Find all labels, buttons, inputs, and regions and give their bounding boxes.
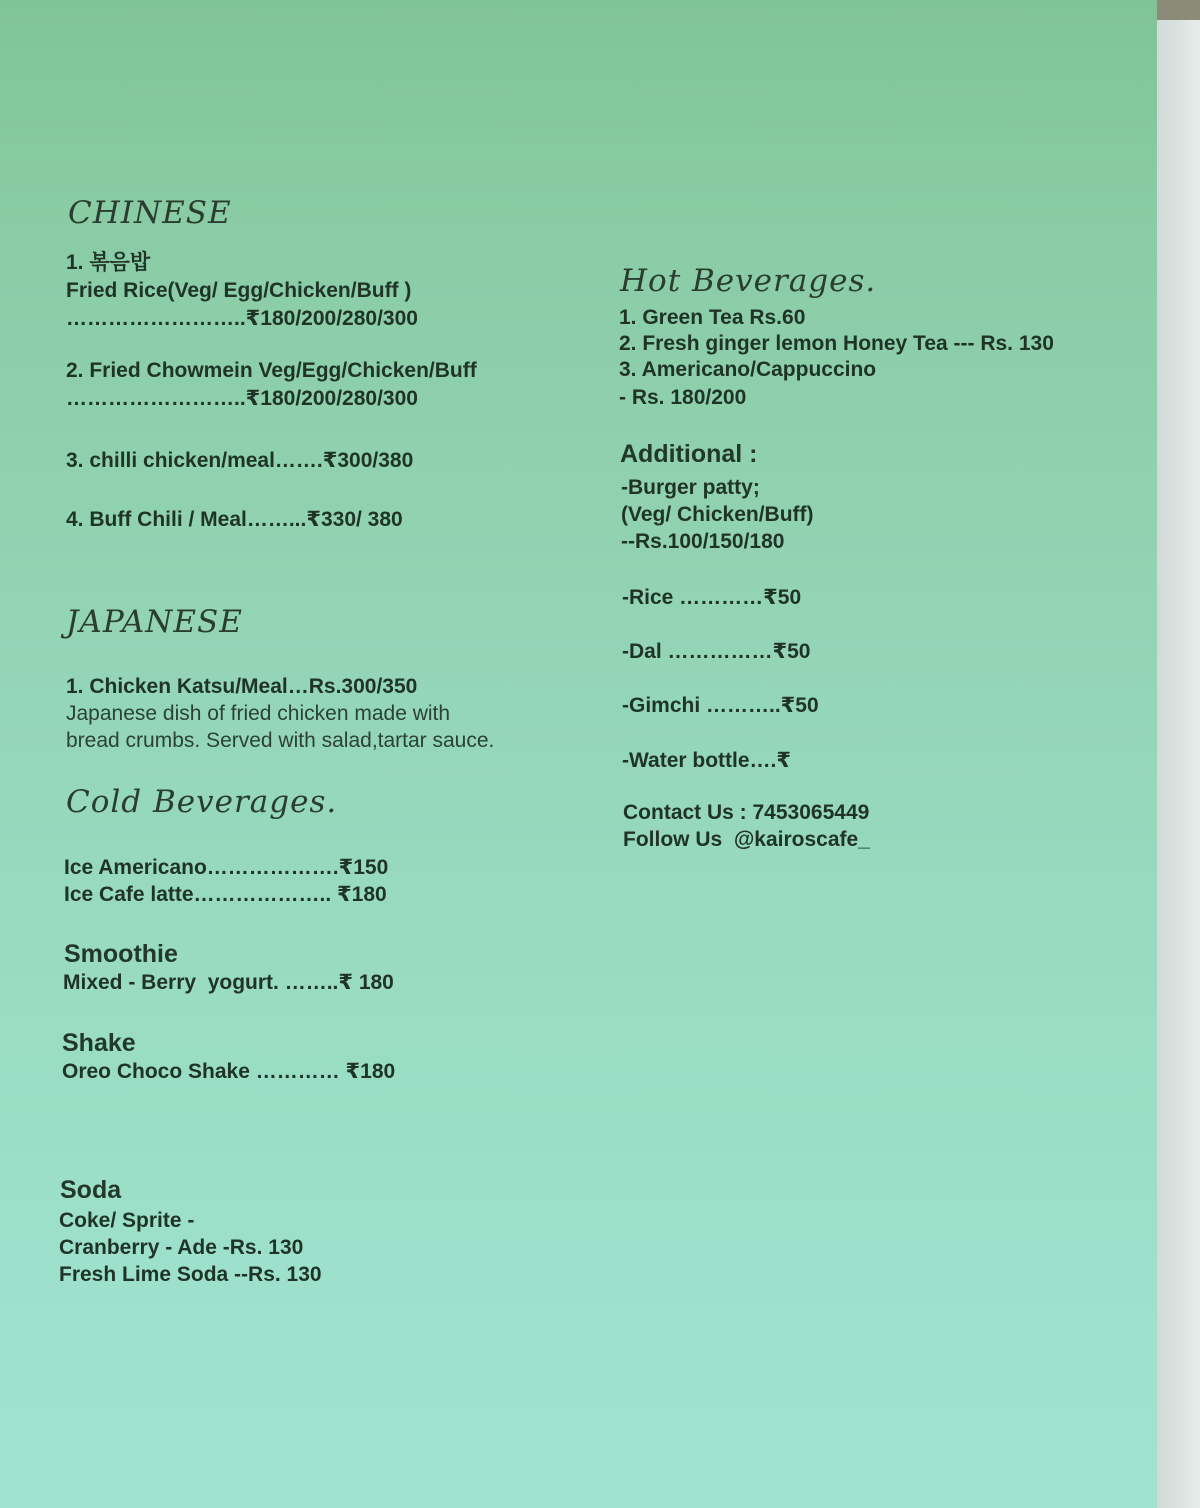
japanese-heading: JAPANESE	[66, 604, 243, 640]
smoothie-item-1: Mixed - Berry yogurt. ……..₹ 180	[63, 971, 394, 994]
additional-heading: Additional :	[620, 440, 758, 468]
japanese-item-1: 1. Chicken Katsu/Meal…Rs.300/350	[66, 675, 418, 698]
hot-beverages-item-3: 3. Americano/Cappuccino	[619, 358, 877, 381]
chinese-item-3: 3. chilli chicken/meal…….₹300/380	[66, 449, 414, 472]
additional-rice: -Rice …………₹50	[622, 586, 802, 609]
additional-burger-line-1: -Burger patty;	[621, 476, 760, 499]
shake-item-1: Oreo Choco Shake ………… ₹180	[62, 1060, 396, 1083]
chinese-item-2-price: ……………………..₹180/200/280/300	[66, 387, 418, 410]
hot-beverages-item-1: 1. Green Tea Rs.60	[619, 306, 806, 329]
soda-item-1: Coke/ Sprite -	[59, 1209, 195, 1232]
soda-item-2: Cranberry - Ade -Rs. 130	[59, 1236, 304, 1259]
chinese-item-1-price: ……………………..₹180/200/280/300	[66, 307, 418, 330]
chinese-item-1-desc: Fried Rice(Veg/ Egg/Chicken/Buff )	[66, 279, 412, 302]
cold-beverages-item-2: Ice Cafe latte……………….. ₹180	[64, 883, 387, 906]
background-edge	[1155, 0, 1200, 1508]
chinese-item-2-name: 2. Fried Chowmein Veg/Egg/Chicken/Buff	[66, 359, 477, 382]
hot-beverages-heading: Hot Beverages.	[620, 263, 877, 299]
cold-beverages-heading: Cold Beverages.	[66, 784, 338, 820]
additional-water-bottle: -Water bottle….₹	[622, 749, 791, 772]
cold-beverages-item-1: Ice Americano……………….₹150	[64, 856, 389, 879]
shake-heading: Shake	[62, 1029, 136, 1057]
additional-dal: -Dal ……………₹50	[622, 640, 811, 663]
japanese-item-1-desc-line-1: Japanese dish of fried chicken made with	[66, 702, 451, 725]
additional-gimchi: -Gimchi ………..₹50	[622, 694, 819, 717]
smoothie-heading: Smoothie	[64, 940, 178, 968]
hot-beverages-item-2: 2. Fresh ginger lemon Honey Tea --- Rs. 130	[619, 332, 1054, 355]
contact-follow: Follow Us @kairoscafe_	[623, 828, 870, 851]
soda-item-3: Fresh Lime Soda --Rs. 130	[59, 1263, 322, 1286]
chinese-item-4: 4. Buff Chili / Meal……...₹330/ 380	[66, 508, 403, 531]
chinese-heading: CHINESE	[68, 195, 232, 231]
contact-phone: Contact Us : 7453065449	[623, 801, 870, 824]
japanese-item-1-desc-line-2: bread crumbs. Served with salad,tartar sauce.	[66, 729, 495, 752]
background-corner	[1155, 0, 1200, 20]
additional-burger-line-2: (Veg/ Chicken/Buff)	[621, 503, 814, 526]
hot-beverages-item-3-price: - Rs. 180/200	[619, 386, 747, 409]
additional-burger-line-3: --Rs.100/150/180	[621, 530, 785, 553]
soda-heading: Soda	[60, 1176, 122, 1204]
chinese-item-1-name: 1. 볶음밥	[66, 251, 151, 274]
